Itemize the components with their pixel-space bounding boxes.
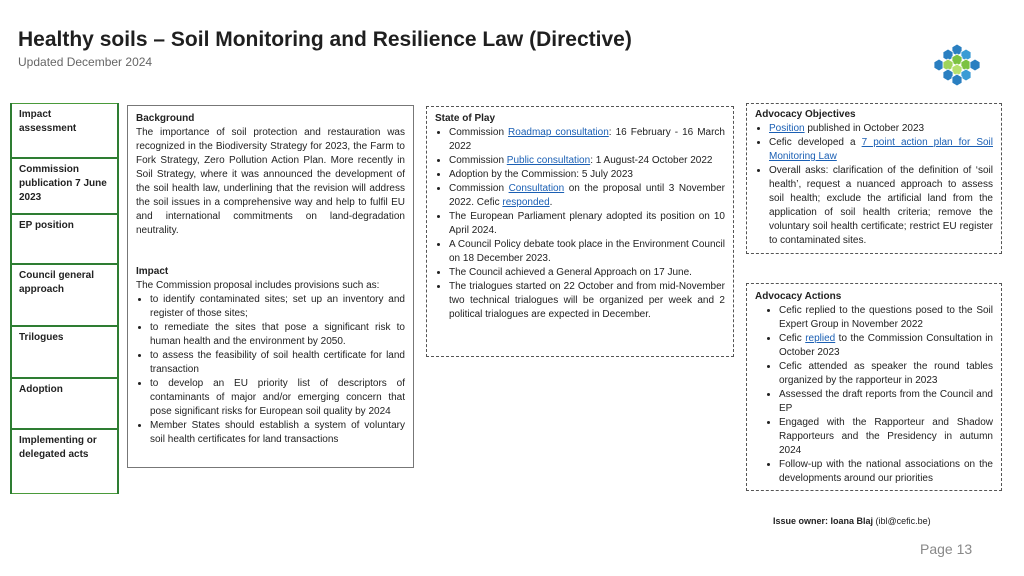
background-box — [127, 105, 414, 468]
objectives-list — [755, 122, 993, 248]
state-item: • The trialogues started on 22 October and from mid-November two technical trialogues will be organized per week and 2 political trialogues are expected in December. — [449, 280, 725, 322]
advocacy-actions-box — [746, 283, 1002, 491]
state-item: • Commission Public consultation: 1 August-24 October 2022 — [449, 154, 725, 168]
impact-list — [136, 293, 405, 447]
state-item: • Commission Consultation on the proposal until 3 November 2022. Cefic responded. — [449, 182, 725, 210]
state-heading: State of Play — [435, 113, 496, 124]
page-subtitle: Updated December 2024 — [18, 55, 153, 69]
action-item: • Engaged with the Rapporteur and Shadow Rapporteurs and the Presidency in autumn 2024 — [779, 416, 993, 458]
impact-intro: The Commission proposal includes provisions such as: — [136, 280, 380, 291]
action-item: • Cefic replied to the Commission Consultation in October 2023 — [779, 332, 993, 360]
state-of-play-box — [426, 106, 734, 357]
background-heading: Background — [136, 113, 195, 124]
impact-item: • to assess the feasibility of soil health certificate for land transaction — [150, 349, 405, 377]
stage-impact-assessment: Impact assessment — [19, 109, 77, 134]
state-item: • The European Parliament plenary adopted its position on 10 April 2024. — [449, 210, 725, 238]
impact-heading: Impact — [136, 266, 169, 277]
stage-trilogues: Trilogues — [11, 325, 118, 377]
objective-item: • Cefic developed a 7 point action plan for Soil Monitoring Law — [769, 136, 993, 164]
action-item: • Assessed the draft reports from the Council and EP — [779, 388, 993, 416]
impact-item: • to remediate the sites that pose a significant risk to human health and the environment by 2050. — [150, 321, 405, 349]
stage-commission-publication: Commission publication 7 June 2023 — [11, 157, 118, 213]
advocacy-objectives-box — [746, 103, 1002, 254]
objective-item: • Position published in October 2023 — [769, 122, 993, 136]
replied-link[interactable]: replied — [805, 333, 836, 344]
state-item: • A Council Policy debate took place in the Environment Council on 18 December 2023. — [449, 238, 725, 266]
page-title: Healthy soils – Soil Monitoring and Resilience Law (Directive) — [18, 28, 632, 51]
actions-heading: Advocacy Actions — [755, 291, 842, 302]
public-consultation-link[interactable]: Public consultation — [506, 155, 591, 166]
issue-owner: Issue owner: Ioana Blaj (ibl@cefic.be) — [773, 516, 931, 526]
stage-ep-position: EP position — [11, 213, 118, 263]
impact-item: • to identify contaminated sites; set up an inventory and register of those sites; — [150, 293, 405, 321]
objectives-heading: Advocacy Objectives — [755, 109, 856, 120]
roadmap-consultation-link[interactable]: Roadmap consultation — [508, 127, 609, 138]
stage-border-right — [117, 103, 119, 494]
action-plan-link[interactable]: 7 point action plan for Soil Monitoring Law — [769, 137, 993, 162]
stage-implementing-acts: Implementing or delegated acts — [11, 428, 118, 493]
state-list — [435, 126, 725, 322]
state-item: • Adoption by the Commission: 5 July 2023 — [449, 168, 725, 182]
background-text: The importance of soil protection and restauration was recognized in the Biodiversity Strategy for 2023, the Farm to Fork Strategy, Zero Pollution Action Plan. More recently in Soil Strategy, where it was announced the development of the soil health law, underlining that the revision will address the soil issues in a comprehensive way and help to fulfil EU and international commitments on land-degradation neutrality. — [136, 127, 405, 236]
action-item: • Cefic replied to the questions posed to the Soil Expert Group in November 2022 — [779, 304, 993, 332]
impact-item: • to develop an EU priority list of descriptors of contaminants of major and/or emerging concern that pose significant risks for European soil quality by 2024 — [150, 377, 405, 419]
page-number: Page 13 — [920, 541, 973, 557]
cefic-logo — [934, 42, 980, 88]
stage-border-left — [10, 103, 12, 494]
responded-link[interactable]: responded — [502, 197, 550, 208]
stage-adoption: Adoption — [11, 377, 118, 428]
consultation-link[interactable]: Consultation — [508, 183, 565, 194]
action-item: • Follow-up with the national associations on the developments around our priorities — [779, 458, 993, 486]
stage-column — [10, 103, 119, 494]
impact-item: • Member States should establish a system of voluntary soil health certificates for land transactions — [150, 419, 405, 447]
stage-council-general-approach: Council general approach — [11, 263, 118, 325]
objective-item: • Overall asks: clarification of the definition of ‘soil health’, request a nuanced approach to assess soil health; exclude the artificial land from the application of soil health criteria; remove the voluntary soil health certificate; restrict EU register to contaminated sites. — [769, 164, 993, 248]
actions-list — [755, 304, 993, 486]
action-item: • Cefic attended as speaker the round tables organized by the rapporteur in 2023 — [779, 360, 993, 388]
position-link[interactable]: Position — [769, 123, 805, 134]
state-item: • Commission Roadmap consultation: 16 February - 16 March 2022 — [449, 126, 725, 154]
state-item: • The Council achieved a General Approach on 17 June. — [449, 266, 725, 280]
